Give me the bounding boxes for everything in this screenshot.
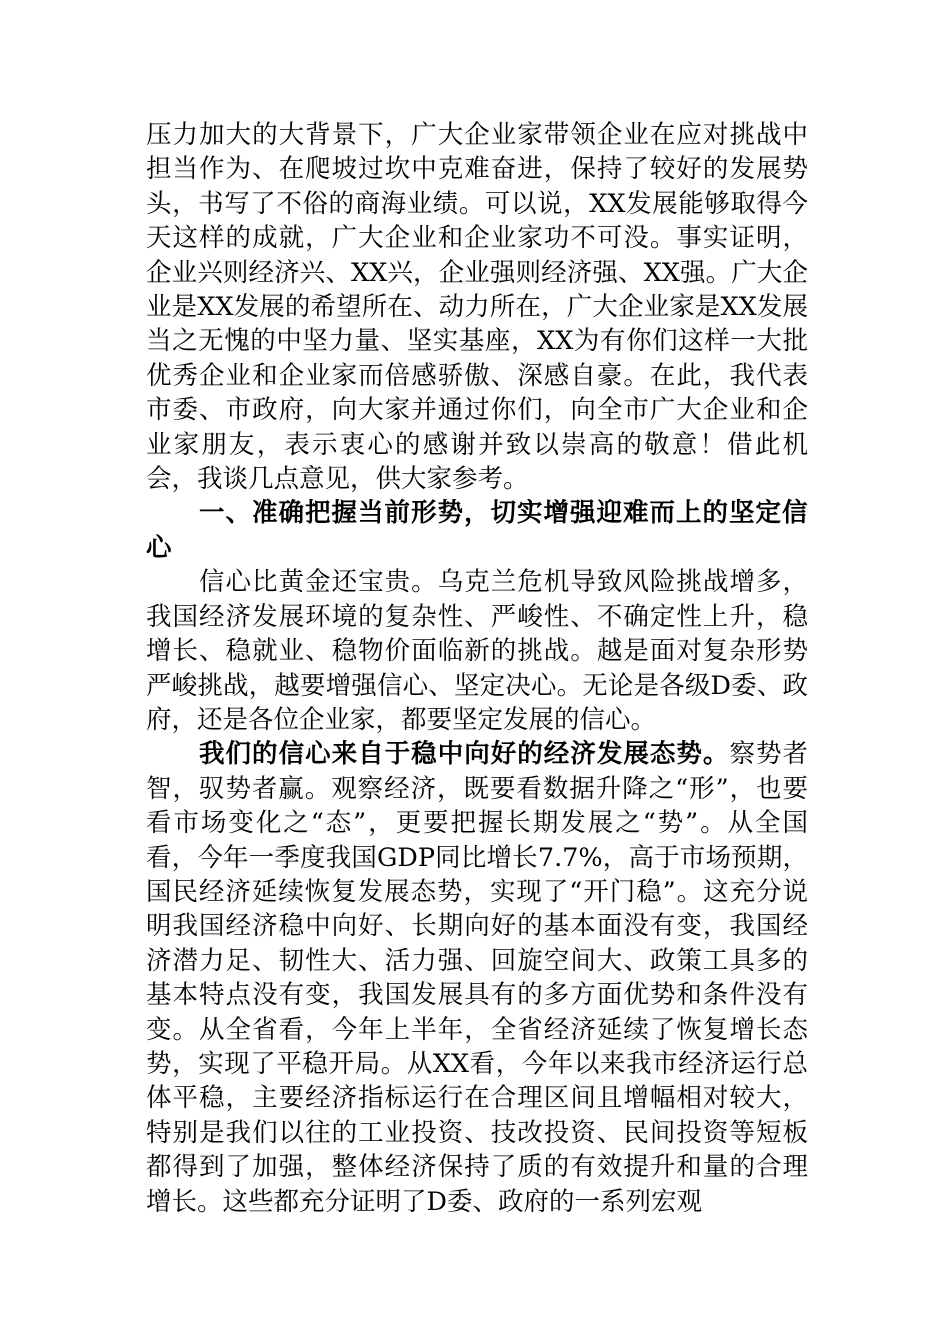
paragraph-confidence: 信心比黄金还宝贵。乌克兰危机导致风险挑战增多，我国经济发展环境的复杂性、严峻性、不确定性上升，稳增长、稳就业、稳物价面临新的挑战。越是面对复杂形势严峻挑战，越要增强信心、坚定决心。无论是各级D委、政府，还是各位企业家，都要坚定发展的信心。: [146, 567, 808, 735]
paragraph-continuation: 压力加大的大背景下，广大企业家带领企业在应对挑战中担当作为、在爬坡过坎中克难奋进，保持了较好的发展势头，书写了不俗的商海业绩。可以说，XX发展能够取得今天这样的成就，广大企业和企业家功不可没。事实证明，企业兴则经济兴、XX兴，企业强则经济强、XX强。广大企业是XX发展的希望所在、动力所在，广大企业家是XX发展当之无愧的中坚力量、坚实基座，XX为有你们这样一大批优秀企业和企业家而倍感骄傲、深感自豪。在此，我代表市委、市政府，向大家并通过你们，向全市广大企业和企业家朋友，表示衷心的感谢并致以崇高的敬意！借此机会，我谈几点意见，供大家参考。: [146, 120, 808, 495]
section-heading: 一、准确把握当前形势，切实增强迎难而上的坚定信心: [146, 498, 808, 563]
paragraph-lead-sentence: 我们的信心来自于稳中向好的经济发展态势。: [199, 739, 730, 770]
document-page: [146, 118, 808, 1219]
paragraph-body: 察势者智，驭势者赢。观察经济，既要看数据升降之“形”，也要看市场变化之“态”，更要把握长期发展之“势”。从全国看，今年一季度我国GDP同比增长7.7%，高于市场预期，国民经济延续恢复发展态势，实现了“开门稳”。这充分说明我国经济稳中向好、长期向好的基本面没有变，我国经济潜力足、韧性大、活力强、回旋空间大、政策工具多的基本特点没有变，我国发展具有的多方面优势和条件没有变。从全省看，今年上半年，全省经济延续了恢复增长态势，实现了平稳开局。从XX看，今年以来我市经济运行总体平稳，主要经济指标运行在合理区间且增幅相对较大，特别是我们以往的工业投资、技改投资、民间投资等短板都得到了加强，整体经济保持了质的有效提升和量的合理增长。这些都充分证明了D委、政府的一系列宏观: [146, 739, 808, 1217]
paragraph-economic-trend: [146, 737, 808, 1219]
